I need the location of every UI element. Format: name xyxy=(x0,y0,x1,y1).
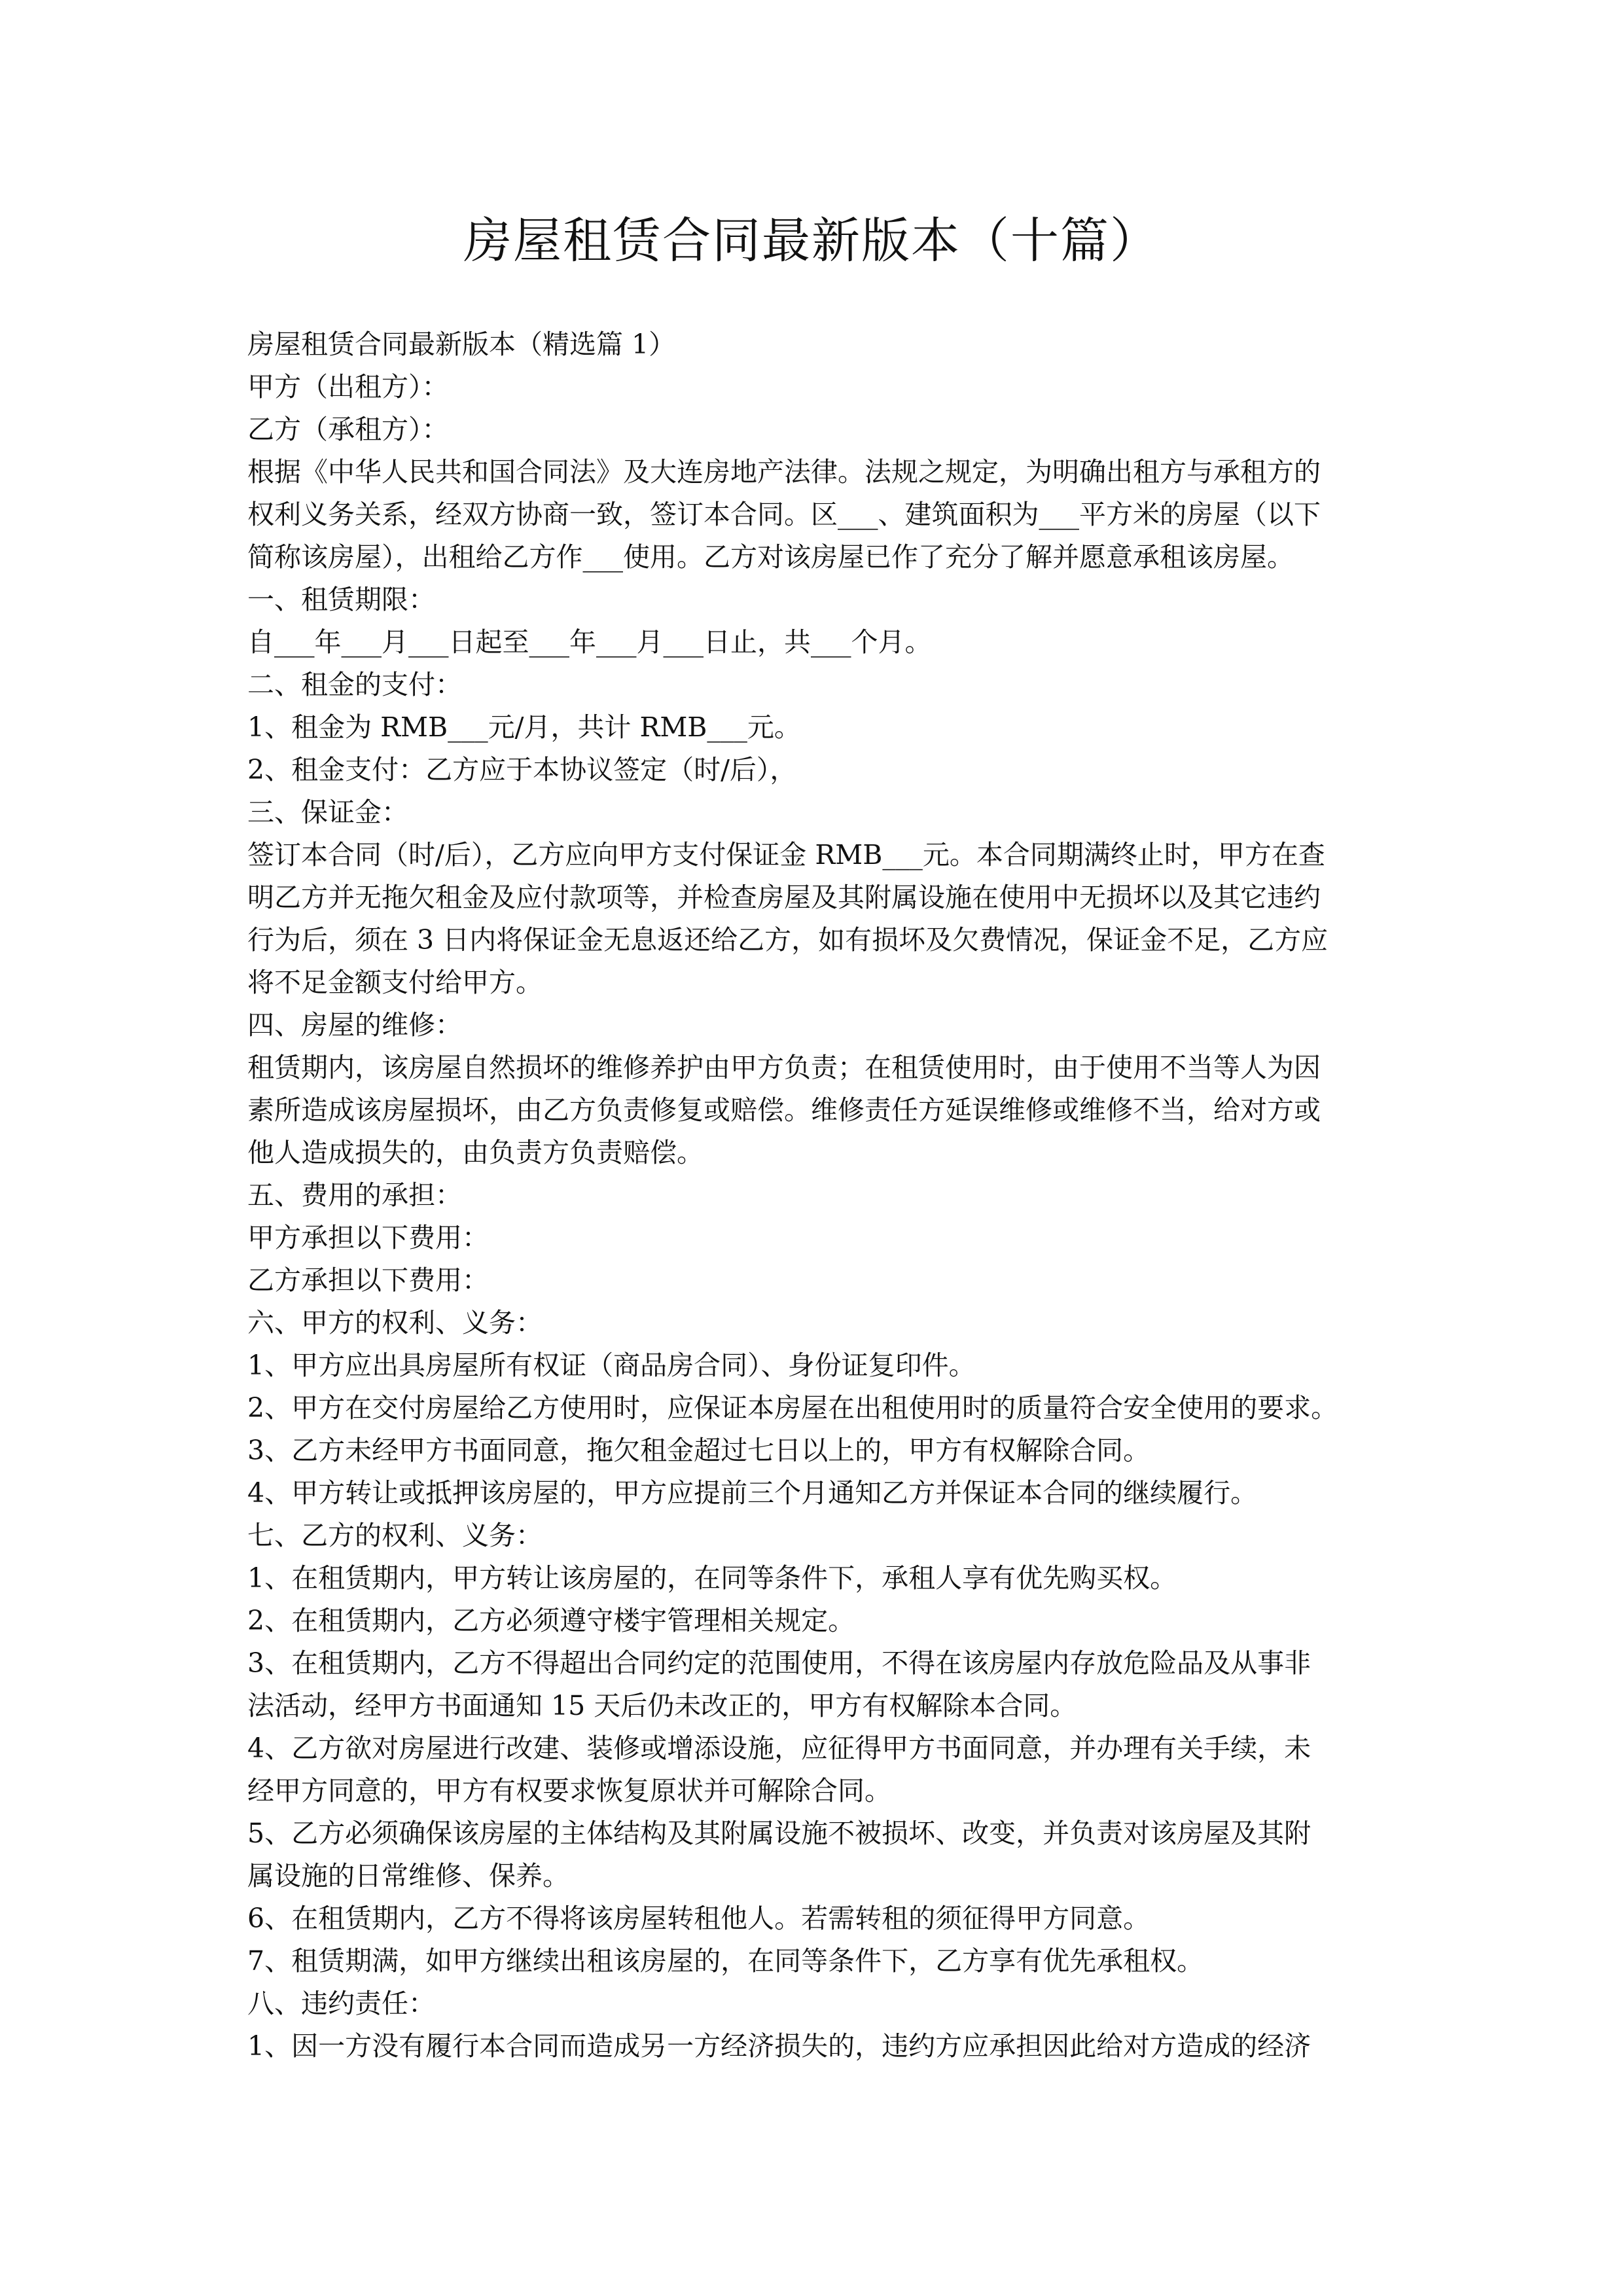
text-line: 4、甲方转让或抵押该房屋的，甲方应提前三个月通知乙方并保证本合同的继续履行。 xyxy=(247,1477,1258,1509)
text-line: 乙方承担以下费用： xyxy=(247,1265,489,1296)
text-line: 将不足金额支付给甲方。 xyxy=(247,967,543,998)
text-line: 权利义务关系，经双方协商一致，签订本合同。区___、建筑面积为___平方米的房屋（以下 xyxy=(247,499,1321,530)
text-line: 1、租金为 RMB___元/月，共计 RMB___元。 xyxy=(247,711,801,743)
text-line: 3、在租赁期内，乙方不得超出合同约定的范围使用，不得在该房屋内存放危险品及从事非 xyxy=(247,1647,1311,1679)
text-line: 6、在租赁期内，乙方不得将该房屋转租他人。若需转租的须征得甲方同意。 xyxy=(247,1903,1150,1934)
text-line: 属设施的日常维修、保养。 xyxy=(247,1860,569,1892)
text-line: 甲方承担以下费用： xyxy=(247,1222,489,1253)
text-line: 2、甲方在交付房屋给乙方使用时，应保证本房屋在出租使用时的质量符合安全使用的要求。 xyxy=(247,1392,1338,1424)
text-line: 租赁期内，该房屋自然损坏的维修养护由甲方负责；在租赁使用时，由于使用不当等人为因 xyxy=(247,1052,1321,1083)
text-line: 五、费用的承担： xyxy=(247,1179,462,1211)
text-line: 简称该房屋），出租给乙方作___使用。乙方对该房屋已作了充分了解并愿意承租该房屋。 xyxy=(247,541,1294,573)
text-line: 自___年___月___日起至___年___月___日止，共___个月。 xyxy=(247,626,932,658)
text-line: 1、在租赁期内，甲方转让该房屋的，在同等条件下，承租人享有优先购买权。 xyxy=(247,1562,1177,1594)
text-line: 七、乙方的权利、义务： xyxy=(247,1520,543,1551)
text-line: 2、租金支付：乙方应于本协议签定（时/后）， xyxy=(247,754,797,785)
text-line: 7、租赁期满，如甲方继续出租该房屋的，在同等条件下，乙方享有优先承租权。 xyxy=(247,1945,1204,1977)
text-line: 明乙方并无拖欠租金及应付款项等，并检查房屋及其附属设施在使用中无损坏以及其它违约 xyxy=(247,882,1321,913)
document-title: 房屋租赁合同最新版本（十篇） xyxy=(463,213,1160,269)
text-line: 法活动，经甲方书面通知 15 天后仍未改正的，甲方有权解除本合同。 xyxy=(247,1690,1077,1721)
text-line: 八、违约责任： xyxy=(247,1988,435,2019)
text-line: 三、保证金： xyxy=(247,797,408,828)
document-body xyxy=(247,323,1409,2068)
text-line: 5、乙方必须确保该房屋的主体结构及其附属设施不被损坏、改变，并负责对该房屋及其附 xyxy=(247,1818,1311,1849)
text-line: 乙方（承租方）： xyxy=(247,414,449,445)
text-line: 一、租赁期限： xyxy=(247,584,435,615)
text-line: 六、甲方的权利、义务： xyxy=(247,1307,543,1338)
text-line: 他人造成损失的，由负责方负责赔偿。 xyxy=(247,1137,704,1168)
text-line: 四、房屋的维修： xyxy=(247,1009,462,1041)
text-line: 行为后，须在 3 日内将保证金无息返还给乙方，如有损坏及欠费情况，保证金不足，乙方应 xyxy=(247,924,1329,956)
text-line: 二、租金的支付： xyxy=(247,669,462,700)
text-line: 甲方（出租方）： xyxy=(247,371,449,403)
text-line: 1、因一方没有履行本合同而造成另一方经济损失的，违约方应承担因此给对方造成的经济 xyxy=(247,2030,1311,2062)
text-line: 4、乙方欲对房屋进行改建、装修或增添设施，应征得甲方书面同意，并办理有关手续，未 xyxy=(247,1732,1311,1764)
text-line: 经甲方同意的，甲方有权要求恢复原状并可解除合同。 xyxy=(247,1775,891,1806)
text-line: 房屋租赁合同最新版本（精选篇 1） xyxy=(247,329,676,360)
text-line: 1、甲方应出具房屋所有权证（商品房合同）、身份证复印件。 xyxy=(247,1350,976,1381)
text-line: 根据《中华人民共和国合同法》及大连房地产法律。法规之规定，为明确出租方与承租方的 xyxy=(247,456,1321,488)
text-line: 2、在租赁期内，乙方必须遵守楼宇管理相关规定。 xyxy=(247,1605,855,1636)
text-line: 素所造成该房屋损坏，由乙方负责修复或赔偿。维修责任方延误维修或维修不当，给对方或 xyxy=(247,1094,1321,1126)
text-line: 签订本合同（时/后），乙方应向甲方支付保证金 RMB___元。本合同期满终止时，甲方在查 xyxy=(247,839,1325,870)
text-line: 3、乙方未经甲方书面同意，拖欠租金超过七日以上的，甲方有权解除合同。 xyxy=(247,1435,1150,1466)
